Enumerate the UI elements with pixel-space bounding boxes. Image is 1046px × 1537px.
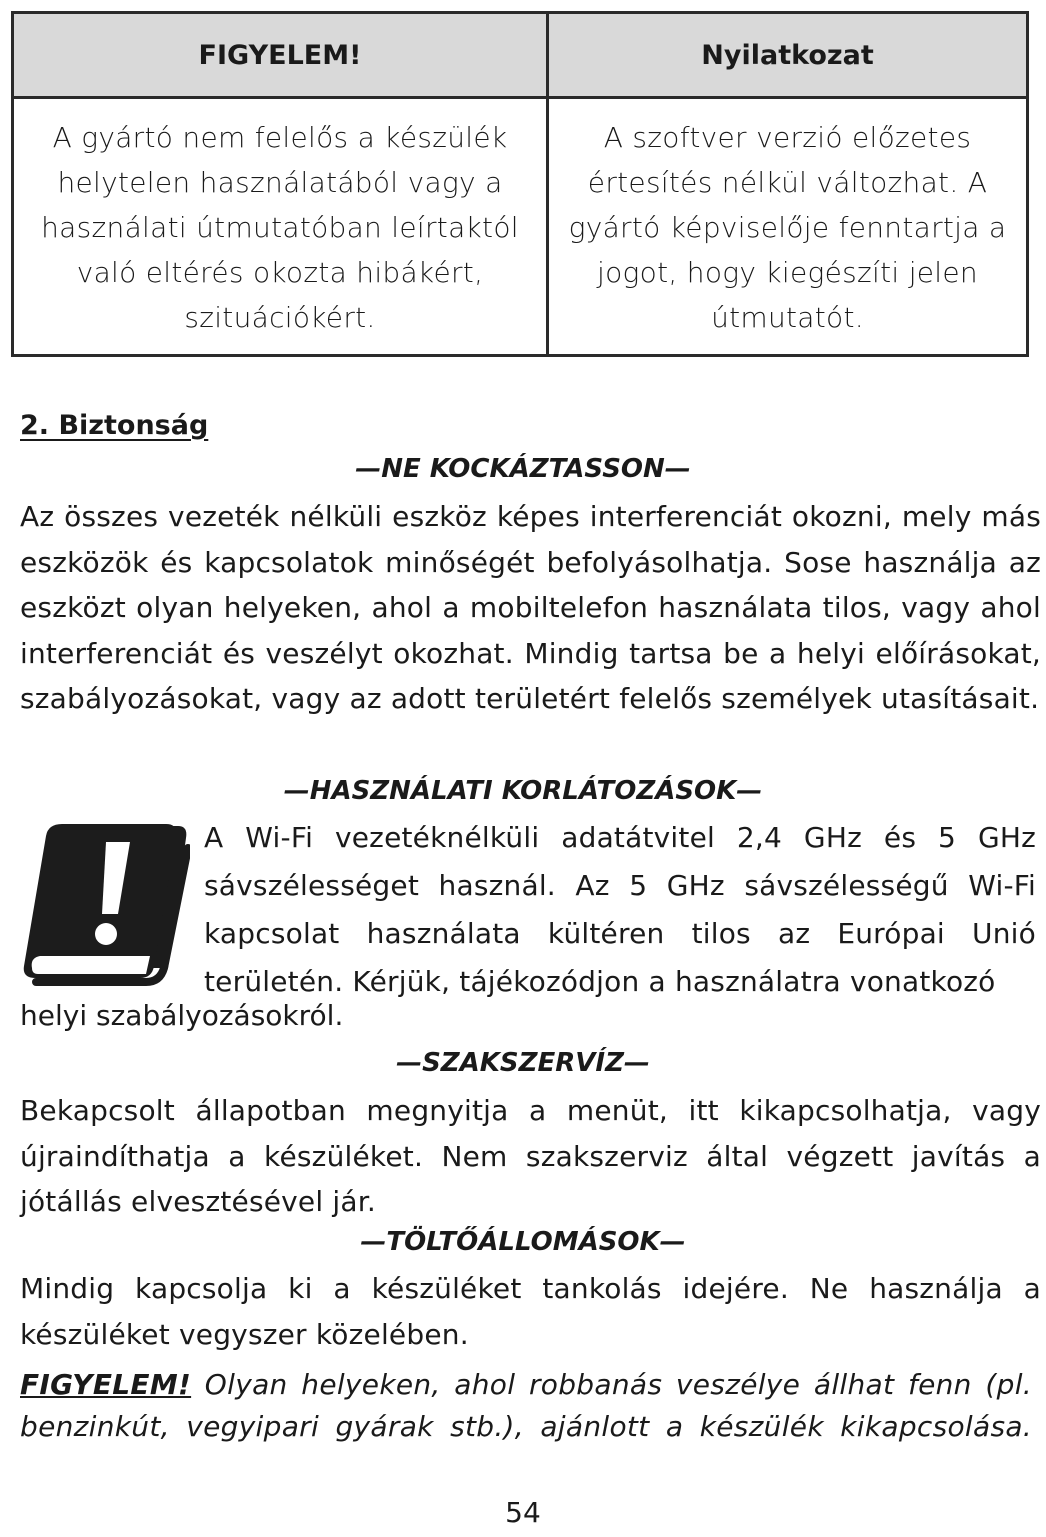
disclaimer-line: értesítés nélkül változhat. A bbox=[587, 166, 988, 199]
warning-header: FIGYELEM! bbox=[14, 14, 546, 99]
warning-note-text: Olyan helyeken, ahol robbanás veszélye állhat fenn (pl. benzinkút, vegyipari gyárak stb.), ajánlott a készülék kikapcsolása. bbox=[20, 1368, 1032, 1443]
disclaimer-line: útmutatót. bbox=[711, 301, 864, 334]
ne-kockaztasson-heading: —NE KOCKÁZTASSON— bbox=[355, 454, 691, 484]
warning-line: helytelen használatából vagy a bbox=[57, 166, 503, 199]
toltoallomasok-text: Mindig kapcsolja ki a készüléket tankolás idejére. Ne használja a készüléket vegyszer közelében. bbox=[20, 1272, 1041, 1351]
toltoallomasok-heading: —TÖLTŐÁLLOMÁSOK— bbox=[360, 1227, 686, 1257]
disclaimer-body bbox=[549, 99, 1026, 340]
section-title: 2. Biztonság bbox=[20, 410, 209, 441]
warning-note bbox=[20, 1364, 1032, 1448]
warning-line: használati útmutatóban leírtaktól bbox=[41, 211, 519, 244]
disclaimer-line: jogot, hogy kiegészíti jelen bbox=[597, 256, 978, 289]
hasznalati-heading: —HASZNÁLATI KORLÁTOZÁSOK— bbox=[283, 776, 763, 806]
szakszerviz-text: Bekapcsolt állapotban megnyitja a menüt, itt kikapcsolhatja, vagy újraindíthatja a készüléket. Nem szakszerviz által végzett javítás a jótállás elvesztésével jár. bbox=[20, 1094, 1041, 1218]
warning-line: A gyártó nem felelős a készülék bbox=[52, 121, 508, 154]
disclaimer-column bbox=[549, 14, 1026, 354]
warning-line: szituációkért. bbox=[184, 301, 376, 334]
disclaimer-header: Nyilatkozat bbox=[549, 14, 1026, 99]
warning-book-icon bbox=[18, 818, 190, 988]
hasznalati-text-tail: helyi szabályozásokról. bbox=[20, 999, 344, 1032]
warning-body bbox=[14, 99, 546, 340]
warning-column bbox=[14, 14, 549, 354]
disclaimer-line: gyártó képviselője fenntartja a bbox=[568, 211, 1007, 244]
ne-kockaztasson-text: Az összes vezeték nélküli eszköz képes interferenciát okozni, mely más eszközök és kapcsolatok minőségét befolyásolhatja. Sose használja az eszközt olyan helyeken, ahol a mobiltelefon használata tilos, vagy ahol interferenciát és veszélyt okozhat. Mindig tartsa be a helyi előírásokat, szabályozásokat, vagy az adott területért felelős személyek utasításait. bbox=[20, 500, 1041, 715]
warning-line: való eltérés okozta hibákért, bbox=[76, 256, 484, 289]
hasznalati-text: A Wi-Fi vezetéknélküli adatátvitel 2,4 GHz és 5 GHz sávszélességet használ. Az 5 GHz sávszélességű Wi-Fi kapcsolat használata kültéren tilos az Európai Unió területén. Kérjük, tájékozódjon a használatra vonatkozó bbox=[204, 821, 1036, 998]
disclaimer-line: A szoftver verzió előzetes bbox=[603, 121, 972, 154]
info-table bbox=[11, 11, 1029, 357]
page-number: 54 bbox=[505, 1496, 541, 1529]
warning-note-label: FIGYELEM! bbox=[20, 1368, 192, 1401]
szakszerviz-heading: —SZAKSZERVÍZ— bbox=[396, 1048, 650, 1078]
